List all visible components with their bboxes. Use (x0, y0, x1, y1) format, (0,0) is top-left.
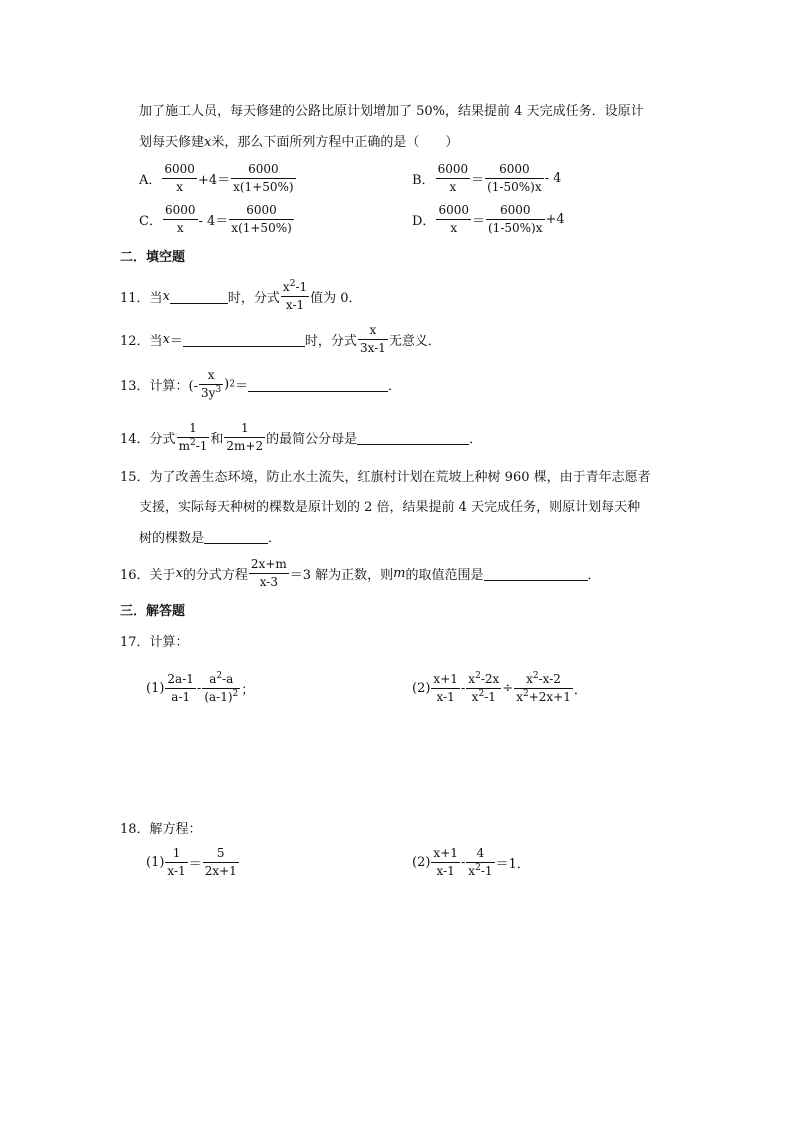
q10-option-a (139, 162, 297, 195)
var-x: x (175, 566, 183, 581)
exponent: 2 (189, 438, 196, 448)
operator: - (196, 681, 202, 696)
numerator: 1 (224, 421, 265, 438)
denominator-base: (a-1) (204, 690, 233, 704)
fraction (431, 672, 459, 705)
denominator: x(1+50%) (231, 221, 292, 235)
numerator: 1 (177, 421, 210, 438)
q18-part2 (412, 846, 530, 879)
numerator: 6000 (485, 162, 544, 179)
exponent: 2 (289, 279, 296, 289)
denominator: 3x-1 (359, 341, 386, 355)
numerator: 6000 (436, 203, 471, 220)
numerator: 6000 (486, 203, 545, 220)
numerator-rest: -x-2 (538, 672, 561, 686)
denominator-rest: -1 (480, 864, 493, 878)
denominator: a-1 (171, 690, 191, 704)
text: 树的棵数是 (139, 531, 205, 546)
text: 计算： (149, 635, 189, 650)
fraction (165, 846, 187, 879)
denominator: x (176, 180, 184, 194)
question-number: 15． (120, 470, 150, 485)
denominator-base: x (516, 690, 523, 704)
denominator: x (450, 221, 458, 235)
part-label: (1) (146, 681, 165, 696)
operator: - (460, 681, 466, 696)
numerator: 5 (203, 846, 239, 863)
q13 (120, 368, 401, 401)
denominator: x-3 (259, 575, 278, 589)
tail: ＝1． (495, 857, 530, 872)
denominator-rest: -1 (195, 439, 208, 453)
numerator: 6000 (162, 162, 197, 179)
denominator: x (449, 180, 457, 194)
text: 无意义． (388, 334, 441, 349)
part-label: (2) (412, 855, 431, 870)
text: 当 (149, 291, 163, 306)
part-label: (2) (412, 681, 431, 696)
numerator: x (358, 323, 388, 340)
fraction (436, 162, 471, 195)
numerator (281, 280, 309, 297)
denominator (202, 689, 240, 705)
option-label: D． (412, 214, 436, 229)
exponent: 2 (532, 671, 539, 681)
denominator-base: x (468, 864, 476, 878)
answer-blank[interactable] (183, 332, 305, 347)
var-x: x (162, 289, 170, 304)
denominator: x (176, 221, 184, 235)
q15-line2: 支援，实际每天种树的棵数是原计划的 2 倍，结果提前 4 天完成任务，则原计划每天种 (139, 500, 641, 515)
answer-blank[interactable] (248, 377, 388, 392)
q17-part2 (412, 672, 587, 705)
section-heading-solve: 三．解答题 (120, 604, 186, 619)
denominator-base: x (471, 690, 479, 704)
fraction (358, 323, 388, 356)
numerator: 6000 (231, 162, 296, 179)
denominator (199, 385, 223, 401)
exponent: 2 (475, 671, 481, 681)
exponent: 2 (475, 863, 481, 873)
numerator-base: x (526, 672, 533, 686)
numerator: 6000 (229, 203, 294, 220)
equals: ＝ (234, 379, 248, 394)
tail: - 4 (544, 171, 562, 186)
text: 的取值范围是 (405, 568, 484, 583)
operator: +4＝ (197, 173, 231, 188)
exponent: 2 (232, 689, 239, 699)
question-number: 11． (120, 291, 150, 306)
fraction (281, 280, 309, 313)
tail: +4 (545, 212, 565, 227)
var-m: m (393, 566, 406, 581)
numerator (202, 672, 240, 689)
fraction (177, 421, 210, 454)
tail: ． (573, 683, 587, 698)
numerator-rest: -2x (480, 672, 500, 686)
section-heading-fill-in: 二．填空题 (120, 250, 186, 265)
exponent: 3 (215, 385, 222, 395)
text: ． (388, 379, 402, 394)
text: 时，分式 (304, 334, 357, 349)
text: ． (268, 531, 282, 546)
denominator-rest: +2x+1 (528, 690, 571, 704)
question-number: 18． (120, 822, 150, 837)
q10-option-b (412, 162, 561, 195)
q10-line2 (139, 134, 458, 152)
q16 (120, 557, 601, 590)
numerator-rest: -1 (295, 280, 308, 294)
numerator: 6000 (163, 203, 198, 220)
operator: - 4＝ (198, 214, 229, 229)
denominator (514, 689, 573, 705)
q10-var-x: x (204, 135, 212, 150)
q18-title (120, 821, 202, 839)
paren: ) (224, 377, 230, 392)
q10-option-d (412, 203, 565, 236)
denominator: (1-50%)x (487, 180, 542, 194)
denominator: 2m+2 (226, 439, 264, 453)
fraction (163, 203, 198, 236)
answer-blank[interactable] (204, 529, 268, 544)
exponent: 2 (478, 689, 485, 699)
q10-line2-pre: 划每天修建 (139, 135, 205, 150)
denominator: x-1 (436, 690, 455, 704)
numerator: x (199, 368, 223, 385)
denominator (466, 863, 494, 879)
q11 (120, 280, 362, 313)
numerator: x+1 (431, 846, 459, 863)
option-label: B． (412, 173, 435, 188)
fraction (231, 162, 296, 195)
numerator-base: x (468, 672, 476, 686)
option-label: C． (139, 214, 162, 229)
operator: ÷ (502, 681, 514, 696)
fraction (202, 672, 240, 705)
q17-part1 (146, 672, 254, 705)
q14 (120, 421, 482, 454)
question-number: 17． (120, 635, 150, 650)
text: 和 (210, 432, 224, 447)
numerator (514, 672, 573, 689)
exponent: 2 (522, 689, 529, 699)
fraction (466, 846, 494, 879)
text: 关于 (149, 568, 176, 583)
denominator (177, 438, 210, 454)
fraction (436, 203, 471, 236)
text: ． (587, 568, 601, 583)
q15-line1 (120, 469, 651, 487)
text: 为了改善生态环境，防止水土流失，红旗村计划在荒坡上种树 960 棵，由于青年志愿者 (149, 470, 651, 485)
question-number: 13． (120, 379, 150, 394)
denominator: x-1 (167, 864, 186, 878)
denominator: x(1+50%) (233, 180, 294, 194)
numerator: 1 (165, 846, 187, 863)
equals: ＝ (188, 857, 202, 872)
part-label: (1) (146, 855, 165, 870)
text: 当 (149, 334, 163, 349)
fraction (514, 672, 573, 705)
text: ＝3 解为正数，则 (289, 568, 394, 583)
q10-line2-post: 米，那么下面所列方程中正确的是（ ） (211, 135, 459, 150)
q12 (120, 323, 441, 356)
fraction (466, 672, 501, 705)
operator: - (460, 855, 466, 870)
fraction (165, 672, 195, 705)
text: 值为 0． (310, 291, 362, 306)
question-number: 16． (120, 568, 150, 583)
text: 分式 (149, 432, 176, 447)
q17-title (120, 634, 189, 652)
q15-line3 (139, 529, 281, 548)
exponent: 2 (229, 379, 235, 390)
numerator: 4 (466, 846, 494, 863)
text: 解方程： (149, 822, 202, 837)
fraction (431, 846, 459, 879)
fraction (199, 368, 223, 401)
fraction (203, 846, 239, 879)
fraction (249, 557, 289, 590)
denominator: x-1 (436, 864, 455, 878)
text: 计算：(- (149, 379, 199, 394)
question-number: 14． (120, 432, 150, 447)
denominator: x-1 (285, 298, 305, 312)
fraction (486, 203, 545, 236)
fraction (162, 162, 197, 195)
denominator: 2x+1 (204, 864, 237, 878)
numerator: 6000 (436, 162, 471, 179)
fraction (485, 162, 544, 195)
question-number: 12． (120, 334, 150, 349)
text: 的最简公分母是 (266, 432, 358, 447)
numerator: 2x+m (249, 557, 289, 574)
denominator-rest: -1 (484, 690, 496, 704)
numerator-base: x (282, 280, 290, 294)
answer-blank[interactable] (170, 289, 228, 304)
option-label: A． (139, 173, 162, 188)
denominator (466, 689, 501, 705)
denominator-base: m (178, 439, 190, 453)
operator: ＝ (471, 173, 485, 188)
numerator-base: a (209, 672, 217, 686)
numerator: 2a-1 (165, 672, 195, 689)
numerator: x+1 (431, 672, 459, 689)
text: ． (469, 432, 483, 447)
exponent: 2 (216, 671, 223, 681)
numerator (466, 672, 501, 689)
fraction (229, 203, 294, 236)
var-x: x (162, 332, 170, 347)
text: 的分式方程 (182, 568, 248, 583)
equals: ＝ (169, 334, 183, 349)
answer-blank[interactable] (357, 430, 469, 445)
numerator-rest: -a (222, 672, 234, 686)
q10-option-c (139, 203, 295, 236)
answer-blank[interactable] (484, 566, 588, 581)
denominator: (1-50%)x (488, 221, 543, 235)
fraction (224, 421, 265, 454)
q18-part1 (146, 846, 240, 879)
denominator-base: 3y (201, 386, 216, 400)
operator: ＝ (471, 214, 485, 229)
tail: ； (241, 683, 255, 698)
q10-line1: 加了施工人员，每天修建的公路比原计划增加了 50%，结果提前 4 天完成任务．设原计 (139, 104, 644, 119)
text: 时，分式 (227, 291, 280, 306)
